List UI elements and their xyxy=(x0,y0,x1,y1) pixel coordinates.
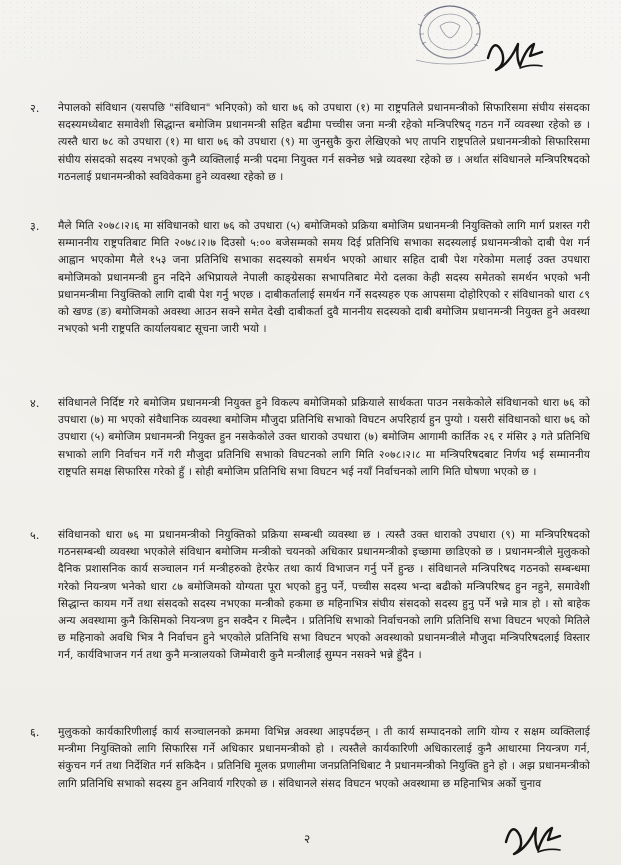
paragraph-text: मैले मिति २०७८।२।६ मा संविधानको धारा ७६ को उपधारा (५) बमोजिमको प्रक्रिया बमोजिम प्रधानमन्त्री नियुक्तिको लागि मार्ग प्रशस्त गरी सम्माननीय राष्ट्रपतिबाट मिति २०७८।२।७ दिउसो ५:०० बजेसम्मको समय दिई प्रतिनिधि सभाका सदस्यलाई प्रधानमन्त्रीको दाबी पेश गर्न आह्वान भएकोमा मैले १५३ जना प्रतिनिधि सभाका सदस्यको समर्थन भएको आधार सहित दाबी पेश गरेकोमा मलाई उक्त उपधारा बमोजिमको प्रधानमन्त्री हुन नदिने अभिप्रायले नेपाली काङ्ग्रेसका सभापतिबाट मेरो दलका केही सदस्य समेतको समर्थन भएको भनी प्रधानमन्त्रीमा नियुक्तिको लागि दाबी पेश गर्नु भएछ । दाबीकर्तालाई समर्थन गर्ने सदस्यहरु एक आपसमा दोहोरिएको र संविधानको धारा ८९ को खण्ड (ङ) बमोजिमको अवस्था आउन सक्ने समेत देखी दाबीकर्ता दुवै माननीय सदस्यको दाबी बमोजिम प्रधानमन्त्री नियुक्त हुने अवस्था नभएको भनी राष्ट्रपति कार्यालयबाट सूचना जारी भयो । xyxy=(58,220,590,336)
paragraph-text: संविधानको धारा ७६ मा प्रधानमन्त्रीको नियुक्तिको प्रक्रिया सम्बन्धी व्यवस्था छ । त्यस्तै उक्त धाराको उपधारा (९) मा मन्त्रिपरिषदको गठनसम्बन्धी व्यवस्था भएकोले संविधान बमोजिम मन्त्रीको चयनको अधिकार प्रधानमन्त्रीको इच्छामा छाडिएको छ । प्रधानमन्त्रीले मुलुकको दैनिक प्रशासनिक कार्य सञ्चालन गर्न मन्त्रीहरुको हेरफेर तथा कार्य विभाजन गर्नु पर्ने हुन्छ । संविधानले मन्त्रिपरिषद गठनको सम्बन्धमा गरेको नियन्त्रण भनेको धारा ८७ बमोजिमको योग्यता पूरा भएको हुनु पर्ने, पच्चीस सदस्य भन्दा बढीको मन्त्रिपरिषद हुन नहुने, समावेशी सिद्धान्त कायम गर्ने तथा संसदको सदस्य नभएका मन्त्रीको हकमा छ महिनाभित्र संघीय संसदको सदस्य हुनु पर्ने भन्ने मात्र हो । सो बाहेक अन्य अवस्थामा कुनै किसिमको नियन्त्रण हुन सक्दैन र मिल्दैन । प्रतिनिधि सभाको निर्वाचनको लागि प्रतिनिधि सभा विघटन भएको मितिले छ महिनाको अवधि भित्र नै निर्वाचन हुने भएकोले प्रतिनिधि सभा विघटन भएको अवस्थाको प्रधानमन्त्रीले मौजुदा मन्त्रिपरिषदलाई विस्तार गर्न, कार्यविभाजन गर्न तथा कुनै मन्त्रालयको जिम्मेवारी कुनै मन्त्रीलाई सुम्पन नसक्ने भन्ने हुँदैन । xyxy=(58,529,590,662)
signature-mark-bottom xyxy=(500,812,570,860)
paragraph-text: संविधानले निर्दिष्ट गरे बमोजिम प्रधानमन्त्री नियुक्त हुने विकल्प बमोजिमको प्रक्रियाले सार्थकता पाउन नसकेकोले संविधानको धारा ७६ को उपधारा (७) मा भएको संवैधानिक व्यवस्था बमोजिम मौजुदा प्रतिनिधि सभाको विघटन अपरिहार्य हुन पुग्यो । यसरी संविधानको धारा ७६ को उपधारा (५) बमोजिम प्रधानमन्त्री नियुक्त हुन नसकेकोले उक्त धाराको उपधारा (७) बमोजिम आगामी कार्तिक २६ र मंसिर ३ गते प्रतिनिधि सभाको लागि निर्वाचन गर्ने गरी मौजुदा प्रतिनिधि सभाको विघटनको लागि मिति २०७८।२।८ मा मन्त्रिपरिषदबाट निर्णय भई सम्माननीय राष्ट्रपति समक्ष सिफारिस गरेको हुँ । सोही बमोजिम प्रतिनिधि सभा विघटन भई नयाँ निर्वाचनको लागि मिति घोषणा भएको छ । xyxy=(58,397,590,478)
page-number: २ xyxy=(304,832,311,846)
paragraph-5 xyxy=(30,527,590,665)
paragraph-6 xyxy=(30,724,590,793)
paragraph-4 xyxy=(30,395,590,481)
paragraph-number: २. xyxy=(30,102,40,115)
paragraph-text: नेपालको संविधान (यसपछि "संविधान" भनिएको) को धारा ७६ को उपधारा (१) मा राष्ट्रपतिले प्रधानमन्त्रीको सिफारिसमा संघीय संसदका सदस्यमध्येबाट समावेशी सिद्धान्त बमोजिम प्रधानमन्त्री सहित बढीमा पच्चीस जना मन्त्री रहेको मन्त्रिपरिषद् गठन गर्ने व्यवस्था रहेको छ । त्यस्तै धारा ७८ को उपधारा (१) मा धारा ७६ को उपधारा (९) मा जुनसुकै कुरा लेखिएको भए तापनि राष्ट्रपतिले प्रधानमन्त्रीको सिफारिसमा संघीय संसदको सदस्य नभएको कुनै व्यक्तिलाई मन्त्री पदमा नियुक्त गर्न सक्नेछ भन्ने व्यवस्था रहेको छ । अर्थात संविधानले मन्त्रिपरिषदको गठनलाई प्रधानमन्त्रीको स्वविवेकमा हुने व्यवस्था रहेको छ । xyxy=(58,102,590,183)
paragraph-number: ४. xyxy=(30,397,40,410)
paragraph-number: ३. xyxy=(30,220,40,233)
paragraph-text: मुलुकको कार्यकारिणीलाई कार्य सञ्चालनको क्रममा विभिन्न अवस्था आइपर्दछन् । ती कार्य सम्पादनको लागि योग्य र सक्षम व्यक्तिलाई मन्त्रीमा नियुक्तिको लागि सिफारिस गर्ने अधिकार प्रधानमन्त्रीको हो । त्यस्तैले कार्यकारिणी अधिकारलाई कुनै आधारमा नियन्त्रण गर्न, संकुचन गर्न तथा निर्देशित गर्न सकिदैन । प्रतिनिधि मूलक प्रणालीमा जनप्रतिनिधिबाट नै प्रधानमन्त्रीको नियुक्ति हुने हो । अझ प्रधानमन्त्रीको लागि प्रतिनिधि सभाको सदस्य हुन अनिवार्य गरिएको छ । संविधानले संसद विघटन भएको अवस्थामा छ महिनाभित्र अर्को चुनाव xyxy=(58,726,590,790)
paragraph-2 xyxy=(30,100,590,186)
paragraph-number: ६. xyxy=(30,726,40,739)
paragraph-number: ५. xyxy=(30,529,40,542)
signature-mark-top xyxy=(480,28,550,76)
paragraph-3 xyxy=(30,218,590,338)
